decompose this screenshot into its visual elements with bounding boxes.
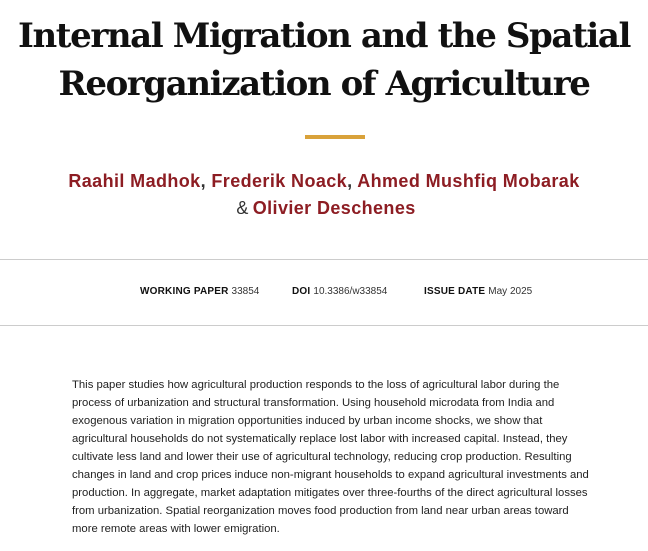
paper-title	[0, 12, 648, 108]
working-paper-number: 33854	[231, 286, 260, 297]
issue-date-label: ISSUE DATE	[424, 286, 486, 297]
issue-date-meta	[424, 286, 532, 297]
meta-bottom-rule	[0, 325, 648, 326]
author-separator: ,	[200, 171, 206, 191]
author-line-1	[0, 168, 648, 195]
meta-top-rule	[0, 259, 648, 260]
author-conjunction: &	[236, 198, 249, 218]
author-link-deschenes[interactable]: Olivier Deschenes	[252, 198, 416, 218]
doi-meta	[292, 286, 387, 297]
abstract-text: This paper studies how agricultural production responds to the loss of agricultural labor during the process of urbanization and structural transformation. Using household microdata from India and exogenous variation in migration opportunities induced by urban income shocks, we show that agricultural households do not systematically replace lost labor with increased capital. Instead, they cultivate less land and lower their use of agricultural technology, reducing crop production. Resulting changes in land and crop prices induce non-migrant households to expand agricultural investments and production. In aggregate, market adaptation mitigates over three-fourths of the direct agricultural losses from urbanization. Spatial reorganization moves food production from land near urban areas toward more remote areas with lower emigration.	[72, 379, 589, 535]
working-paper-label: WORKING PAPER	[140, 286, 229, 297]
paper-title-line-1: Internal Migration and the Spatial	[17, 16, 631, 56]
doi-label: DOI	[292, 286, 311, 297]
author-line-2	[0, 195, 648, 222]
author-list	[0, 168, 648, 222]
doi-link[interactable]: 10.3386/w33854	[313, 286, 388, 297]
author-link-madhok[interactable]: Raahil Madhok	[68, 171, 201, 191]
author-link-mobarak[interactable]: Ahmed Mushfiq Mobarak	[357, 171, 580, 191]
working-paper-meta	[140, 286, 259, 297]
accent-divider	[305, 135, 365, 139]
author-separator: ,	[347, 171, 353, 191]
issue-date-value: May 2025	[488, 286, 533, 297]
paper-title-line-2: Reorganization of Agriculture	[58, 64, 590, 104]
author-link-noack[interactable]: Frederik Noack	[211, 171, 348, 191]
